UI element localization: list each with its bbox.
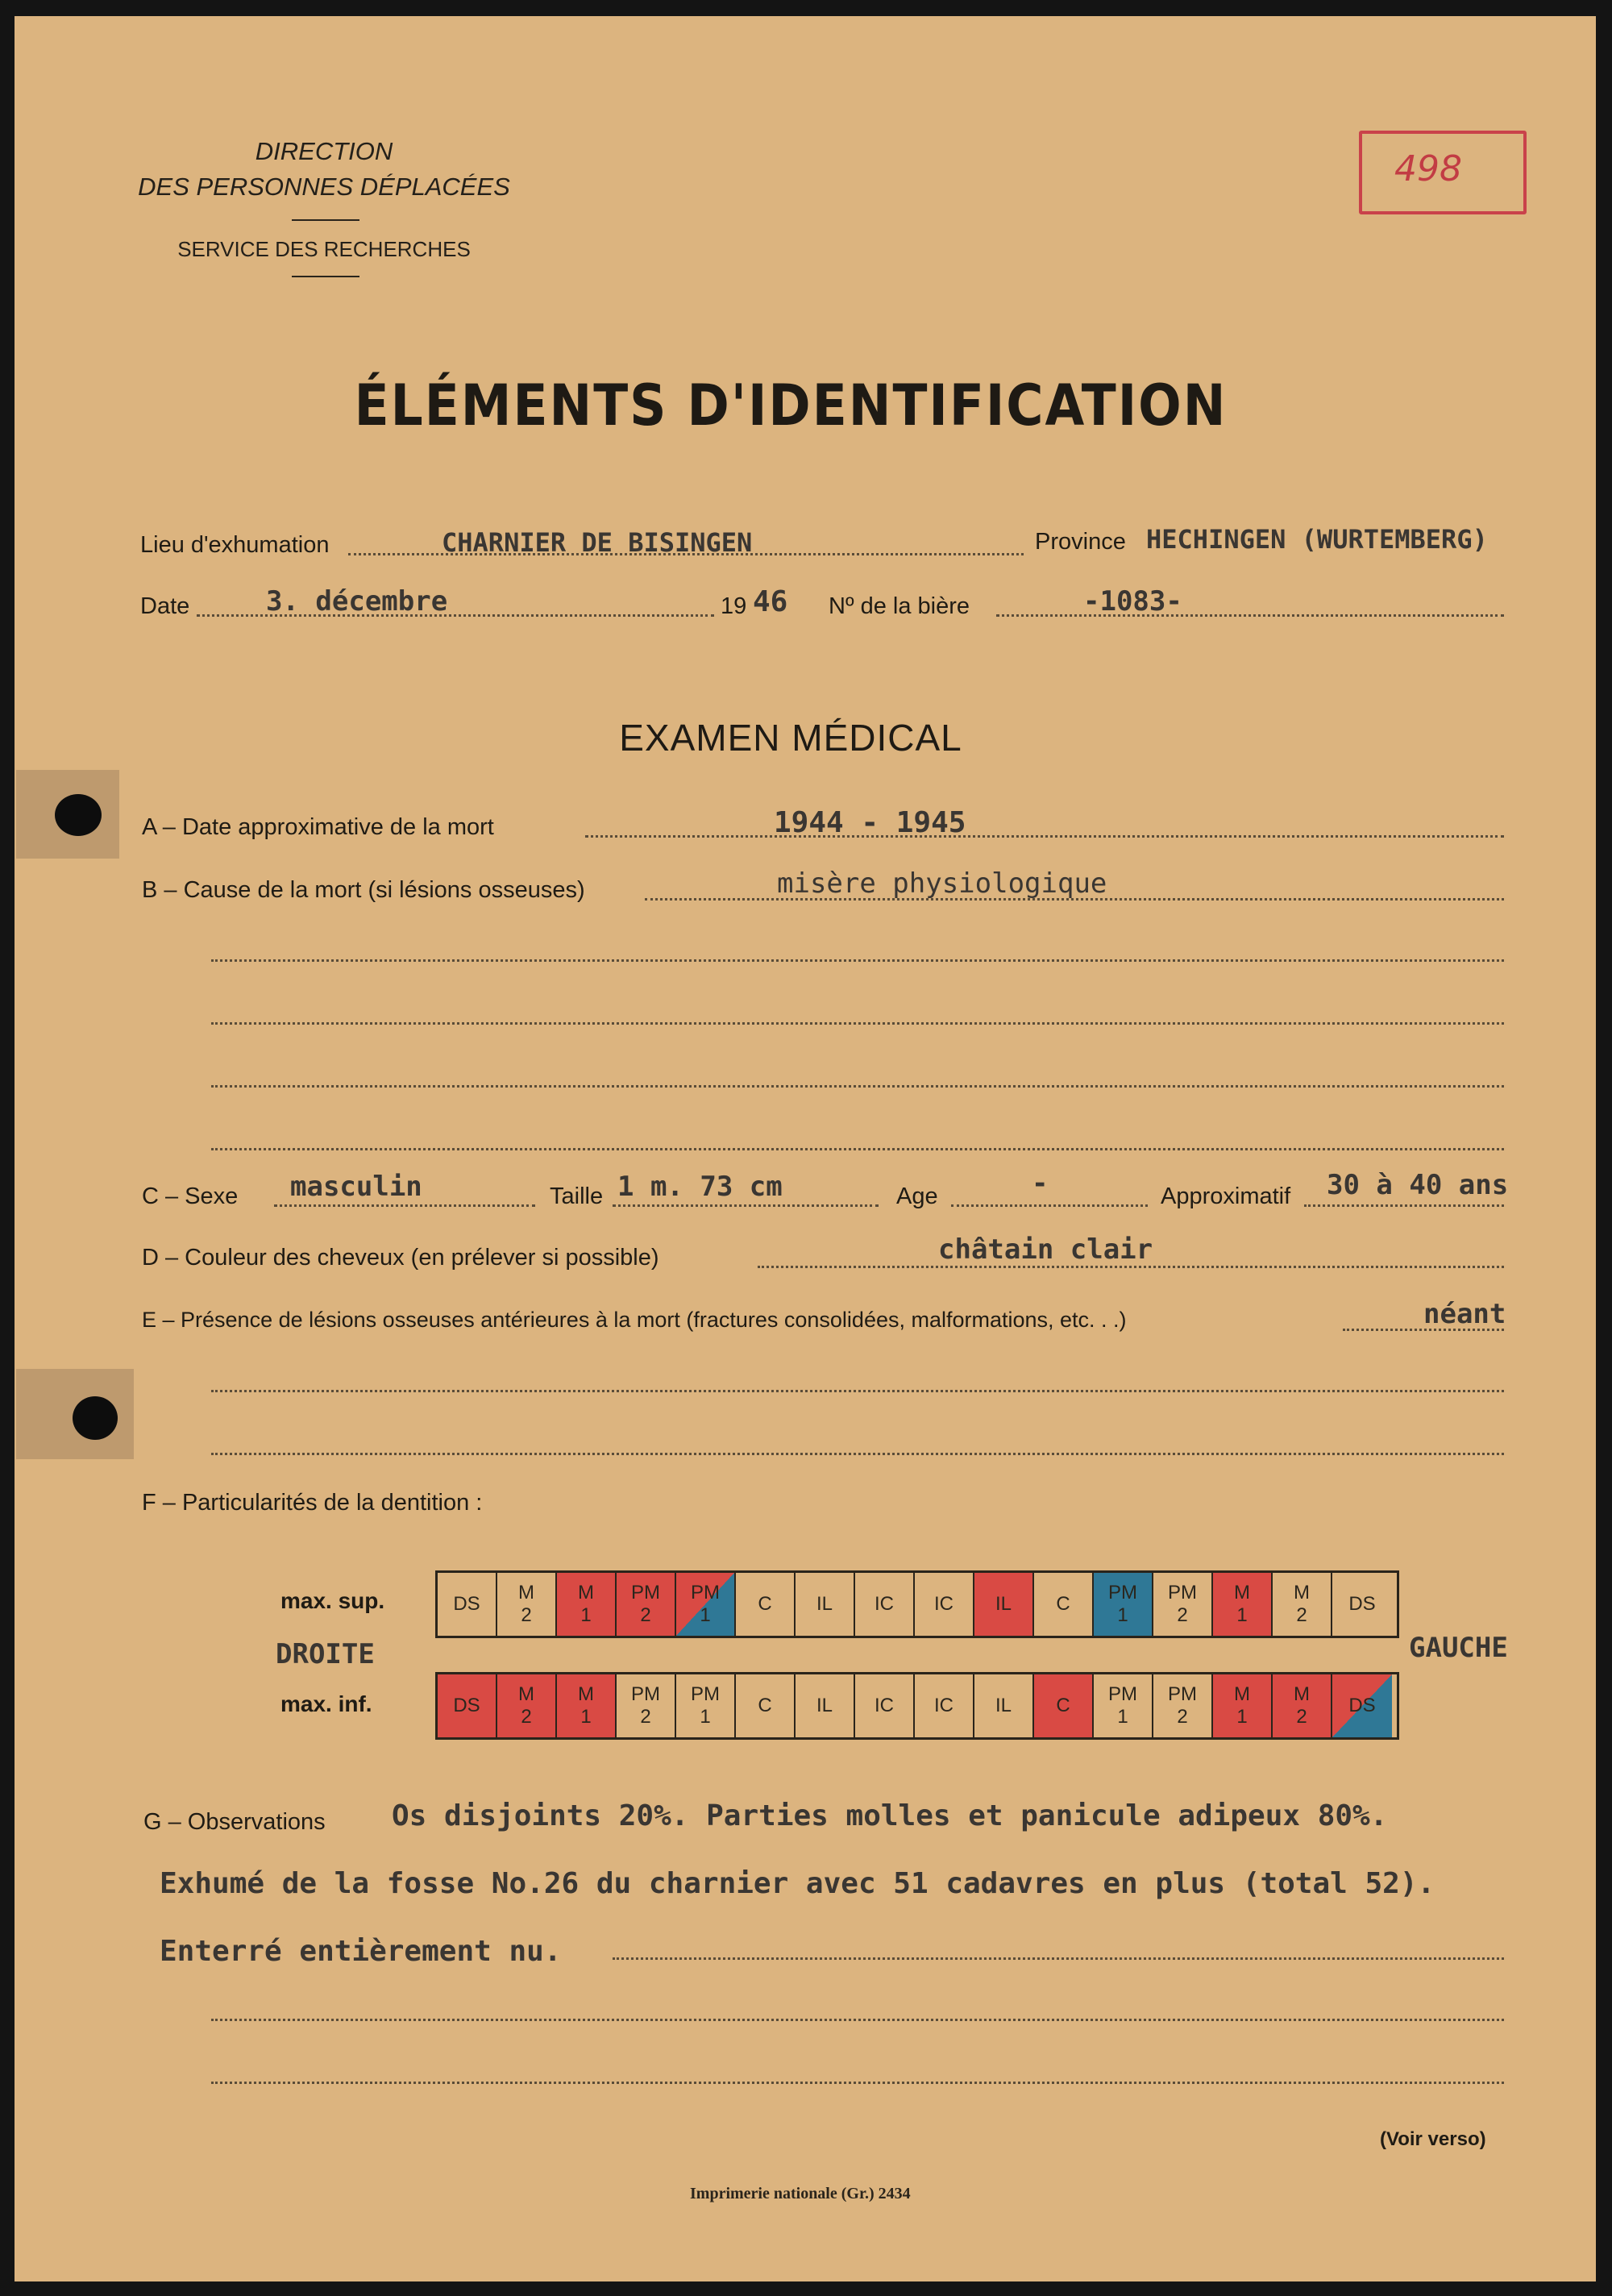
upper-tooth-label: PM xyxy=(1168,1582,1197,1603)
lower-tooth-12 xyxy=(1094,1674,1153,1737)
voir-verso: (Voir verso) xyxy=(1380,2128,1486,2150)
lower-tooth-number: 1 xyxy=(1236,1706,1248,1728)
dentition-chart-upper xyxy=(435,1570,1399,1638)
upper-tooth-13 xyxy=(1153,1573,1213,1636)
field-d-label: D – Couleur des cheveux (en prélever si possible) xyxy=(142,1245,659,1271)
upper-tooth-label: C xyxy=(1056,1593,1070,1615)
field-a-dots xyxy=(585,835,1504,838)
field-b-value: misère physiologique xyxy=(777,867,1107,900)
observations-blank-line-1 xyxy=(211,2019,1504,2021)
field-b-blank-line-1 xyxy=(211,959,1504,962)
lower-tooth-label: IL xyxy=(995,1695,1012,1716)
year-value: 46 xyxy=(753,585,788,618)
upper-tooth-5 xyxy=(676,1573,736,1636)
upper-tooth-label: M xyxy=(1294,1582,1310,1603)
max-inf-label: max. inf. xyxy=(280,1691,372,1716)
upper-tooth-label: PM xyxy=(691,1582,720,1603)
taille-dots xyxy=(613,1204,879,1207)
lower-tooth-9 xyxy=(915,1674,974,1737)
upper-tooth-15 xyxy=(1273,1573,1332,1636)
upper-tooth-4 xyxy=(617,1573,676,1636)
upper-tooth-number: 1 xyxy=(1117,1604,1128,1626)
biere-dots xyxy=(996,614,1504,617)
field-e-blank-line-1 xyxy=(211,1390,1504,1392)
lower-tooth-label: PM xyxy=(691,1683,720,1705)
lieu-value: CHARNIER DE BISINGEN xyxy=(442,527,753,558)
punch-hole-bottom xyxy=(73,1396,118,1440)
lower-tooth-label: IC xyxy=(934,1695,953,1716)
upper-tooth-label: DS xyxy=(453,1593,480,1615)
upper-tooth-6 xyxy=(736,1573,796,1636)
lower-tooth-6 xyxy=(736,1674,796,1737)
age-label: Age xyxy=(896,1183,938,1209)
upper-tooth-number: 1 xyxy=(700,1604,711,1626)
lower-tooth-label: IL xyxy=(816,1695,833,1716)
exam-title: EXAMEN MÉDICAL xyxy=(619,717,962,759)
lower-tooth-number: 2 xyxy=(521,1706,532,1728)
lower-tooth-1 xyxy=(438,1674,497,1737)
upper-tooth-label: C xyxy=(758,1593,772,1615)
biere-label: Nº de la bière xyxy=(829,593,970,619)
upper-tooth-1 xyxy=(438,1573,497,1636)
lower-tooth-4 xyxy=(617,1674,676,1737)
lower-tooth-label: PM xyxy=(1108,1683,1137,1705)
lower-tooth-number: 1 xyxy=(700,1706,711,1728)
upper-tooth-label: IL xyxy=(995,1593,1012,1615)
observations-line-3: Enterré entièrement nu. xyxy=(160,1935,562,1968)
lower-tooth-label: PM xyxy=(1168,1683,1197,1705)
upper-tooth-label: M xyxy=(1234,1582,1250,1603)
date-value: 3. décembre xyxy=(266,585,448,618)
lower-tooth-number: 1 xyxy=(580,1706,592,1728)
upper-tooth-10 xyxy=(974,1573,1034,1636)
lower-tooth-3 xyxy=(557,1674,617,1737)
sexe-dots xyxy=(274,1204,535,1207)
upper-tooth-14 xyxy=(1213,1573,1273,1636)
upper-tooth-label: IC xyxy=(934,1593,953,1615)
observations-dots-3 xyxy=(613,1957,1504,1960)
field-e-value: néant xyxy=(1423,1298,1506,1330)
upper-tooth-number: 2 xyxy=(1296,1604,1307,1626)
approx-value: 30 à 40 ans xyxy=(1327,1169,1509,1201)
upper-tooth-number: 2 xyxy=(521,1604,532,1626)
max-sup-label: max. sup. xyxy=(280,1588,385,1613)
approx-label: Approximatif xyxy=(1161,1183,1291,1209)
lower-tooth-label: M xyxy=(518,1683,534,1705)
observations-blank-line-2 xyxy=(211,2082,1504,2084)
lower-tooth-label: M xyxy=(1234,1683,1250,1705)
upper-tooth-8 xyxy=(855,1573,915,1636)
upper-tooth-3 xyxy=(557,1573,617,1636)
observations-line-2: Exhumé de la fosse No.26 du charnier avec 51 cadavres en plus (total 52). xyxy=(160,1867,1435,1900)
upper-tooth-label: M xyxy=(518,1582,534,1603)
dentition-chart-lower xyxy=(435,1672,1399,1740)
lower-tooth-13 xyxy=(1153,1674,1213,1737)
year-prefix: 19 xyxy=(721,593,747,619)
header-service: SERVICE DES RECHERCHES xyxy=(177,237,471,261)
punch-hole-top xyxy=(55,794,102,836)
lower-tooth-5 xyxy=(676,1674,736,1737)
field-f-label: F – Particularités de la dentition : xyxy=(142,1490,483,1516)
lower-tooth-2 xyxy=(497,1674,557,1737)
lower-tooth-number: 1 xyxy=(1117,1706,1128,1728)
file-number-stamp xyxy=(1359,131,1527,214)
field-b-label: B – Cause de la mort (si lésions osseuses) xyxy=(142,877,585,903)
header-direction: DIRECTION xyxy=(255,137,393,165)
upper-tooth-number: 2 xyxy=(640,1604,651,1626)
field-b-blank-line-3 xyxy=(211,1085,1504,1088)
sexe-value: masculin xyxy=(290,1171,422,1203)
field-c-label: C – Sexe xyxy=(142,1183,239,1209)
lower-tooth-8 xyxy=(855,1674,915,1737)
age-value: - xyxy=(1032,1167,1049,1200)
lower-tooth-label: DS xyxy=(453,1695,480,1716)
lower-tooth-10 xyxy=(974,1674,1034,1737)
lower-tooth-number: 2 xyxy=(640,1706,651,1728)
lieu-label: Lieu d'exhumation xyxy=(140,532,330,558)
lower-tooth-label: M xyxy=(578,1683,594,1705)
field-a-value: 1944 - 1945 xyxy=(774,806,966,839)
upper-tooth-number: 1 xyxy=(1236,1604,1248,1626)
province-label: Province xyxy=(1035,529,1126,555)
lower-tooth-label: DS xyxy=(1348,1695,1376,1716)
lower-tooth-number: 2 xyxy=(1177,1706,1188,1728)
droite-label: DROITE xyxy=(276,1638,375,1670)
biere-value: -1083- xyxy=(1083,585,1182,618)
approx-dots xyxy=(1304,1204,1504,1207)
upper-tooth-2 xyxy=(497,1573,557,1636)
observations-line-1: Os disjoints 20%. Parties molles et panicule adipeux 80%. xyxy=(392,1799,1388,1832)
field-b-blank-line-4 xyxy=(211,1148,1504,1150)
field-d-dots xyxy=(758,1266,1504,1268)
province-value: HECHINGEN (WURTEMBERG) xyxy=(1146,524,1488,555)
page-title: ÉLÉMENTS D'IDENTIFICATION xyxy=(354,372,1228,439)
observations-label: G – Observations xyxy=(143,1809,326,1835)
header-rule-1 xyxy=(292,219,359,221)
upper-tooth-label: IC xyxy=(875,1593,894,1615)
field-b-blank-line-2 xyxy=(211,1022,1504,1025)
upper-tooth-label: IL xyxy=(816,1593,833,1615)
header-personnes: DES PERSONNES DÉPLACÉES xyxy=(138,173,510,201)
lower-tooth-number: 2 xyxy=(1296,1706,1307,1728)
date-label: Date xyxy=(140,593,190,619)
imprint: Imprimerie nationale (Gr.) 2434 xyxy=(690,2185,911,2202)
lower-tooth-label: C xyxy=(758,1695,772,1716)
taille-label: Taille xyxy=(550,1183,604,1209)
upper-tooth-12 xyxy=(1094,1573,1153,1636)
upper-tooth-number: 1 xyxy=(580,1604,592,1626)
lower-tooth-14 xyxy=(1213,1674,1273,1737)
upper-tooth-9 xyxy=(915,1573,974,1636)
lower-tooth-label: M xyxy=(1294,1683,1310,1705)
lower-tooth-15 xyxy=(1273,1674,1332,1737)
lower-tooth-label: C xyxy=(1056,1695,1070,1716)
field-e-label: E – Présence de lésions osseuses antérieures à la mort (fractures consolidées, malformations, etc. . .) xyxy=(142,1308,1127,1332)
field-d-value: châtain clair xyxy=(938,1233,1153,1266)
lower-tooth-label: PM xyxy=(631,1683,660,1705)
lower-tooth-11 xyxy=(1034,1674,1094,1737)
file-number: 498 xyxy=(1394,148,1462,189)
age-dots xyxy=(951,1204,1148,1207)
header-rule-2 xyxy=(292,276,359,277)
gauche-label: GAUCHE xyxy=(1409,1632,1508,1664)
upper-tooth-label: M xyxy=(578,1582,594,1603)
upper-tooth-label: DS xyxy=(1348,1593,1376,1615)
upper-tooth-7 xyxy=(796,1573,855,1636)
upper-tooth-number: 2 xyxy=(1177,1604,1188,1626)
lower-tooth-7 xyxy=(796,1674,855,1737)
lower-tooth-16 xyxy=(1332,1674,1392,1737)
upper-tooth-label: PM xyxy=(1108,1582,1137,1603)
taille-value: 1 m. 73 cm xyxy=(617,1171,783,1203)
upper-tooth-11 xyxy=(1034,1573,1094,1636)
field-e-blank-line-2 xyxy=(211,1453,1504,1455)
lower-tooth-label: IC xyxy=(875,1695,894,1716)
upper-tooth-16 xyxy=(1332,1573,1392,1636)
field-a-label: A – Date approximative de la mort xyxy=(142,814,494,840)
upper-tooth-label: PM xyxy=(631,1582,660,1603)
